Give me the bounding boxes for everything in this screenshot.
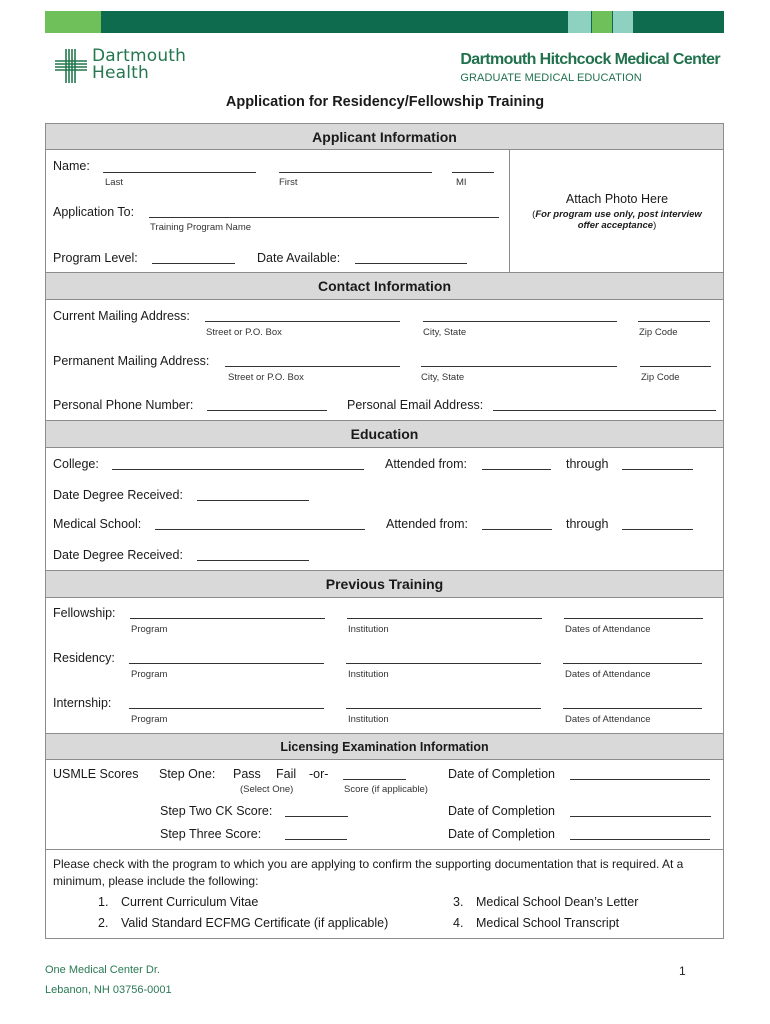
phone-label: Personal Phone Number: — [53, 398, 194, 412]
licensing-heading: Licensing Examination Information — [46, 733, 723, 760]
medical-school-field[interactable] — [155, 529, 365, 530]
current-street-field[interactable] — [205, 321, 400, 322]
mi-caption: MI — [456, 177, 467, 188]
institution-caption: Institution — [348, 624, 389, 635]
page-number: 1 — [679, 964, 686, 978]
doc-item-1-num: 1. — [98, 895, 109, 909]
current-city-field[interactable] — [423, 321, 617, 322]
dartmouth-health-logo — [54, 46, 187, 89]
college-degree-field[interactable] — [197, 500, 309, 501]
date-available-label: Date Available: — [257, 251, 341, 265]
mi-field[interactable] — [452, 172, 494, 173]
step-two-label: Step Two CK Score: — [160, 804, 273, 818]
cross-logo-icon — [54, 48, 88, 84]
usmle-label: USMLE Scores — [53, 767, 139, 781]
permanent-street-field[interactable] — [225, 366, 400, 367]
attach-photo-label: Attach Photo Here — [565, 192, 669, 206]
top-color-bar — [45, 11, 724, 33]
footer-address-2: Lebanon, NH 03756-0001 — [45, 984, 172, 996]
internship-institution-field[interactable] — [346, 708, 541, 709]
education-heading: Education — [46, 420, 723, 448]
photo-note-line2: offer acceptance — [577, 220, 654, 231]
current-zip-field[interactable] — [638, 321, 710, 322]
program-caption-2: Program — [131, 669, 168, 680]
college-through-label: through — [566, 457, 609, 471]
photo-note — [511, 209, 723, 231]
step-three-score-field[interactable] — [285, 839, 347, 840]
internship-label: Internship: — [53, 696, 112, 710]
gme-subtitle: GRADUATE MEDICAL EDUCATION — [460, 72, 642, 84]
step-two-score-field[interactable] — [285, 816, 348, 817]
dates-caption-2: Dates of Attendance — [565, 669, 651, 680]
photo-note-line1: For program use only, post interview — [535, 209, 702, 220]
select-one-caption: (Select One) — [240, 784, 294, 795]
doc-item-1: Current Curriculum Vitae — [121, 895, 259, 909]
med-degree-field[interactable] — [197, 560, 309, 561]
program-caption-3: Program — [131, 714, 168, 725]
first-caption: First — [279, 177, 298, 188]
previous-heading: Previous Training — [46, 570, 723, 598]
name-label: Name: — [53, 159, 90, 173]
date-available-field[interactable] — [355, 263, 467, 264]
step-one-date-field[interactable] — [570, 779, 710, 780]
college-through-field[interactable] — [622, 469, 693, 470]
footer-address-1: One Medical Center Dr. — [45, 964, 160, 976]
or-label: -or- — [309, 767, 329, 781]
last-name-field[interactable] — [103, 172, 256, 173]
program-caption: Program — [131, 624, 168, 635]
program-level-label: Program Level: — [53, 251, 138, 265]
doc-item-4-num: 4. — [453, 916, 464, 930]
fellowship-dates-field[interactable] — [564, 618, 703, 619]
dhmc-name: Dartmouth Hitchcock Medical Center — [460, 51, 720, 68]
college-field[interactable] — [112, 469, 364, 470]
city-caption-2: City, State — [421, 372, 465, 383]
note-line-2: minimum, please include the following: — [53, 874, 259, 888]
fellowship-label: Fellowship: — [53, 606, 116, 620]
email-field[interactable] — [493, 410, 716, 411]
doc-item-4: Medical School Transcript — [476, 916, 620, 930]
training-program-field[interactable] — [149, 217, 499, 218]
current-address-label: Current Mailing Address: — [53, 309, 190, 323]
street-caption: Street or P.O. Box — [206, 327, 282, 338]
score-caption: Score (if applicable) — [344, 784, 428, 795]
program-level-field[interactable] — [152, 263, 235, 264]
internship-program-field[interactable] — [129, 708, 324, 709]
dhmc-logo — [460, 51, 720, 84]
med-attended-label: Attended from: — [386, 517, 468, 531]
residency-dates-field[interactable] — [563, 663, 702, 664]
application-to-label: Application To: — [53, 205, 135, 219]
bar-segment-light-green — [45, 11, 101, 33]
step-one-score-field[interactable] — [343, 779, 406, 780]
street-caption-2: Street or P.O. Box — [228, 372, 304, 383]
note-line-1: Please check with the program to which you are applying to confirm the supporting documentation that is required. At a — [53, 857, 684, 871]
bar-segment-teal-2 — [613, 11, 633, 33]
fellowship-institution-field[interactable] — [347, 618, 542, 619]
permanent-address-label: Permanent Mailing Address: — [53, 354, 210, 368]
step-one-date-label: Date of Completion — [448, 767, 556, 781]
note-divider — [46, 849, 723, 850]
last-caption: Last — [105, 177, 123, 188]
residency-program-field[interactable] — [129, 663, 324, 664]
first-name-field[interactable] — [279, 172, 432, 173]
photo-divider — [509, 150, 510, 272]
step-two-date-field[interactable] — [570, 816, 711, 817]
permanent-zip-field[interactable] — [640, 366, 711, 367]
fail-option[interactable]: Fail — [276, 767, 297, 781]
permanent-city-field[interactable] — [421, 366, 617, 367]
email-label: Personal Email Address: — [347, 398, 484, 412]
doc-item-3-num: 3. — [453, 895, 464, 909]
institution-caption-3: Institution — [348, 714, 389, 725]
college-degree-label: Date Degree Received: — [53, 488, 183, 502]
logo-wordmark — [92, 48, 186, 82]
logo-line-2: Health — [92, 63, 150, 83]
doc-item-3: Medical School Dean’s Letter — [476, 895, 639, 909]
step-one-label: Step One: — [159, 767, 216, 781]
institution-caption-2: Institution — [348, 669, 389, 680]
doc-item-2: Valid Standard ECFMG Certificate (if applicable) — [121, 916, 389, 930]
med-from-field[interactable] — [482, 529, 552, 530]
zip-caption-2: Zip Code — [641, 372, 680, 383]
page-title: Application for Residency/Fellowship Training — [225, 94, 545, 110]
city-caption: City, State — [423, 327, 467, 338]
contact-heading: Contact Information — [46, 272, 723, 300]
pass-option[interactable]: Pass — [233, 767, 261, 781]
bar-segment-light-green-2 — [592, 11, 612, 33]
residency-label: Residency: — [53, 651, 115, 665]
dates-caption-3: Dates of Attendance — [565, 714, 651, 725]
step-three-date-field[interactable] — [570, 839, 710, 840]
phone-field[interactable] — [207, 410, 327, 411]
college-from-field[interactable] — [482, 469, 551, 470]
bar-segment-teal — [568, 11, 591, 33]
college-attended-label: Attended from: — [385, 457, 467, 471]
med-through-field[interactable] — [622, 529, 693, 530]
step-three-label: Step Three Score: — [160, 827, 262, 841]
photo-note-open: ( — [532, 209, 536, 220]
college-label: College: — [53, 457, 99, 471]
applicant-heading: Applicant Information — [46, 123, 723, 150]
training-program-caption: Training Program Name — [150, 222, 252, 233]
step-two-date-label: Date of Completion — [448, 804, 556, 818]
zip-caption: Zip Code — [639, 327, 678, 338]
med-degree-label: Date Degree Received: — [53, 548, 183, 562]
step-three-date-label: Date of Completion — [448, 827, 556, 841]
fellowship-program-field[interactable] — [130, 618, 325, 619]
med-through-label: through — [566, 517, 609, 531]
medical-school-label: Medical School: — [53, 517, 142, 531]
doc-item-2-num: 2. — [98, 916, 109, 930]
photo-note-close: ) — [653, 220, 657, 231]
dates-caption: Dates of Attendance — [565, 624, 651, 635]
internship-dates-field[interactable] — [563, 708, 702, 709]
residency-institution-field[interactable] — [346, 663, 541, 664]
logo-line-1: Dartmouth — [92, 46, 187, 66]
